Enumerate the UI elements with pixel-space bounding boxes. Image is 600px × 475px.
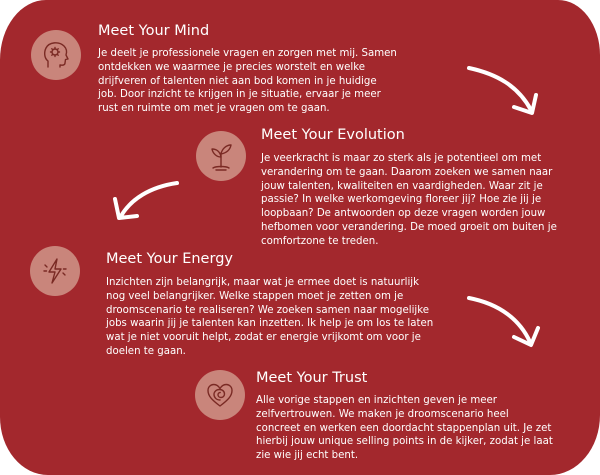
section-title-mind: Meet Your Mind <box>98 23 210 39</box>
section-text-evolution: Je veerkracht is maar zo sterk als je potentieel om met verandering om te gaan. Daarom zoeken we samen naar jouw talenten, kwaliteiten en vaardigheden. Waar zit je passie? In welke werkomgeving floreer jij? Hoe zie jij je loopbaan? De antwoorden op deze vragen worden jouw hefbomen voor verandering. De moed groeit om buiten je comfortzone te treden. <box>261 153 557 247</box>
section-text-trust: Alle vorige stappen en inzichten geven je meer zelfvertrouwen. We maken je droomscenario heel concreet en werken een doordacht stappenplan uit. Je zet hierbij jouw unique selling points in de kijker, zodat je laat zie wie jij echt bent. <box>256 395 553 462</box>
section-title-evolution: Meet Your Evolution <box>261 127 405 143</box>
section-title-trust: Meet Your Trust <box>256 370 368 386</box>
section-title-energy: Meet Your Energy <box>106 251 233 267</box>
section-text-energy: Inzichten zijn belangrijk, maar wat je ermee doet is natuurlijk nog veel belangrijker. Welke stappen moet je zetten om je droomscenario te realiseren? We zoeken samen naar mogelijke jobs waarin jij je talenten kan inzetten. Ik help je om los te laten wat je niet vooruit helpt, zodat er energie vrijkomt om voor je doelen te gaan. <box>106 277 434 357</box>
section-text-mind: Je deelt je professionele vragen en zorgen met mij. Samen ontdekken we waarmee je precies worstelt en welke drijfveren of talenten niet aan bod komen in je huidige job. Door inzicht te krijgen in je situatie, ervaar je meer rust en ruimte om met je vragen om te gaan. <box>98 48 397 115</box>
